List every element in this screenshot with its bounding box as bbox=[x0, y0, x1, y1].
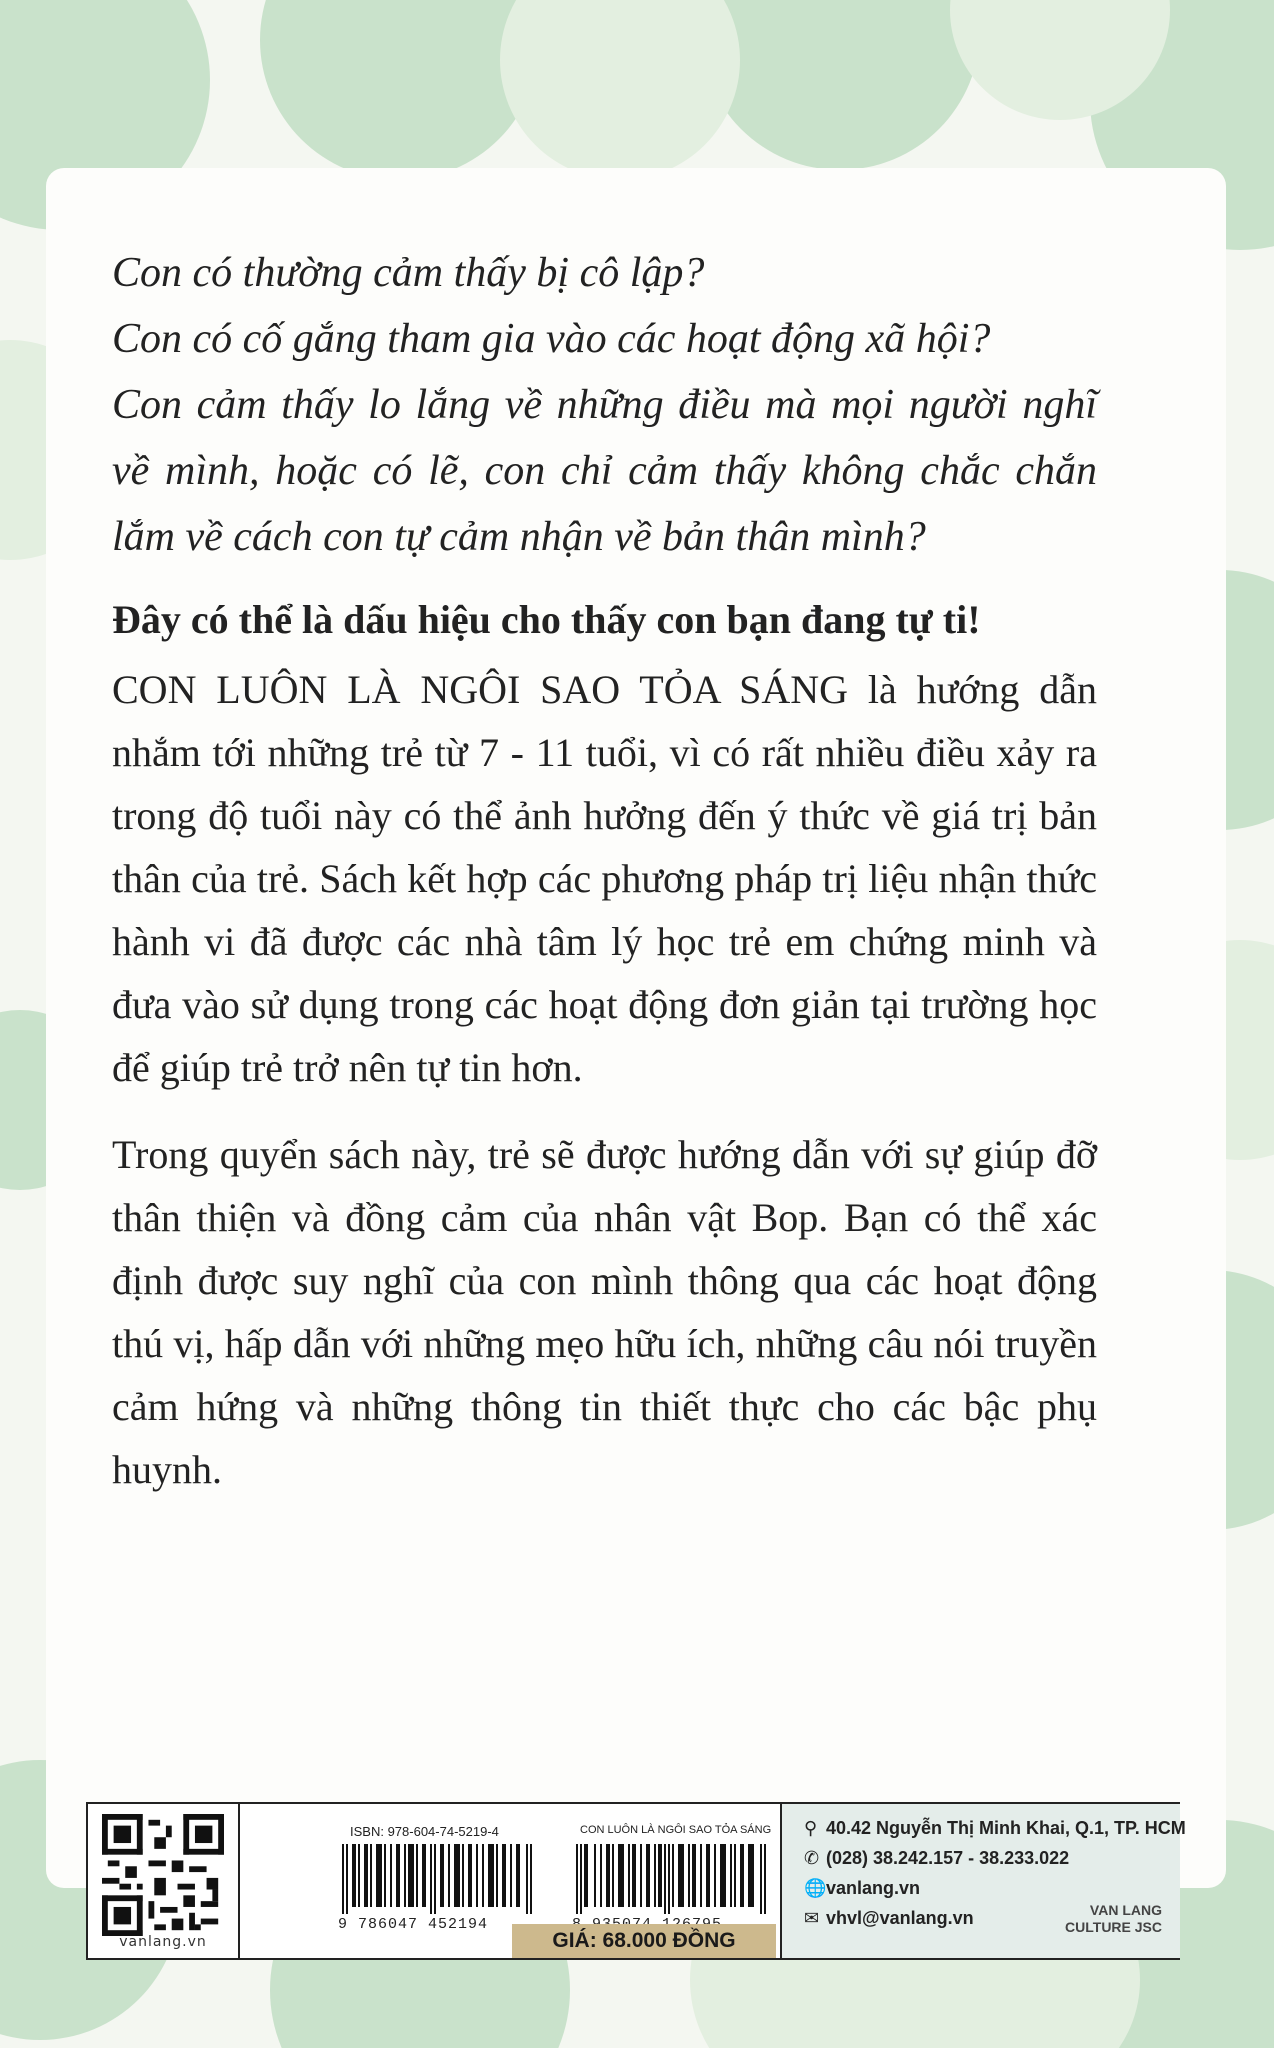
description-paragraph-1: CON LUÔN LÀ NGÔI SAO TỎA SÁNG là hướng dẫn nhắm tới những trẻ từ 7 - 11 tuổi, vì có rất nhiều điều xảy ra trong độ tuổi này có thể ảnh hưởng đến ý thức về giá trị bản thân của trẻ. Sách kết hợp các phương pháp trị liệu nhận thức hành vi đã được các nhà tâm lý học trẻ em chứng minh và đưa vào sử dụng trong các hoạt động đơn giản tại trường học để giúp trẻ trở nên tự tin hơn. bbox=[112, 667, 1097, 1090]
price-tag: GIÁ: 68.000 ĐỒNG bbox=[512, 1924, 776, 1958]
footer-info-bar bbox=[86, 1802, 1186, 1960]
phone-icon: ✆ bbox=[804, 1848, 820, 1868]
qr-url: vanlang.vn bbox=[119, 1934, 207, 1950]
globe-icon: 🌐 bbox=[804, 1878, 827, 1898]
publisher-contact bbox=[780, 1804, 1186, 1958]
question-2: Con có cố gắng tham gia vào các hoạt động xã hội? bbox=[112, 316, 991, 362]
phone-text: (028) 38.242.157 - 38.233.022 bbox=[826, 1848, 1070, 1868]
isbn-barcode-icon bbox=[342, 1844, 532, 1914]
qr-code-icon bbox=[102, 1814, 224, 1936]
envelope-icon: ✉ bbox=[804, 1908, 820, 1928]
phone-row bbox=[804, 1848, 1069, 1874]
back-cover-text bbox=[112, 240, 1097, 1501]
email-text: vhvl@vanlang.vn bbox=[826, 1908, 974, 1928]
location-pin-icon: ⚲ bbox=[804, 1818, 818, 1838]
address-text: 40.42 Nguyễn Thị Minh Khai, Q.1, TP. HCM bbox=[826, 1818, 1186, 1838]
product-barcode-icon bbox=[576, 1844, 766, 1914]
email-row bbox=[804, 1908, 974, 1934]
publisher-logo bbox=[1065, 1902, 1162, 1936]
qr-section bbox=[88, 1804, 240, 1958]
website-text: vanlang.vn bbox=[826, 1878, 921, 1898]
website-row bbox=[804, 1878, 920, 1904]
question-1: Con có thường cảm thấy bị cô lập? bbox=[112, 250, 705, 296]
question-3: Con cảm thấy lo lắng về những điều mà mọi người nghĩ về mình, hoặc có lẽ, con chỉ cảm thấy không chắc chắn lắm về cách con tự cảm nhận về bản thân mình? bbox=[112, 382, 1097, 560]
isbn-barcode-digits: 9 786047 452194 bbox=[338, 1916, 489, 1933]
highlight-statement: Đây có thể là dấu hiệu cho thấy con bạn đang tự ti! bbox=[112, 597, 981, 642]
brand-line-1: VAN LANG bbox=[1089, 1902, 1162, 1918]
barcode-section bbox=[250, 1804, 780, 1958]
address-row bbox=[804, 1818, 1186, 1844]
description-paragraph-2: Trong quyển sách này, trẻ sẽ được hướng dẫn với sự giúp đỡ thân thiện và đồng cảm của nhân vật Bop. Bạn có thể xác định được suy nghĩ của con mình thông qua các hoạt động thú vị, hấp dẫn với những mẹo hữu ích, những câu nói truyền cảm hứng và những thông tin thiết thực cho các bậc phụ huynh. bbox=[112, 1132, 1097, 1492]
isbn-label: ISBN: 978-604-74-5219-4 bbox=[350, 1824, 499, 1839]
brand-line-2: CULTURE JSC bbox=[1065, 1919, 1162, 1935]
title-label: CON LUÔN LÀ NGÔI SAO TỎA SÁNG bbox=[580, 1824, 772, 1836]
